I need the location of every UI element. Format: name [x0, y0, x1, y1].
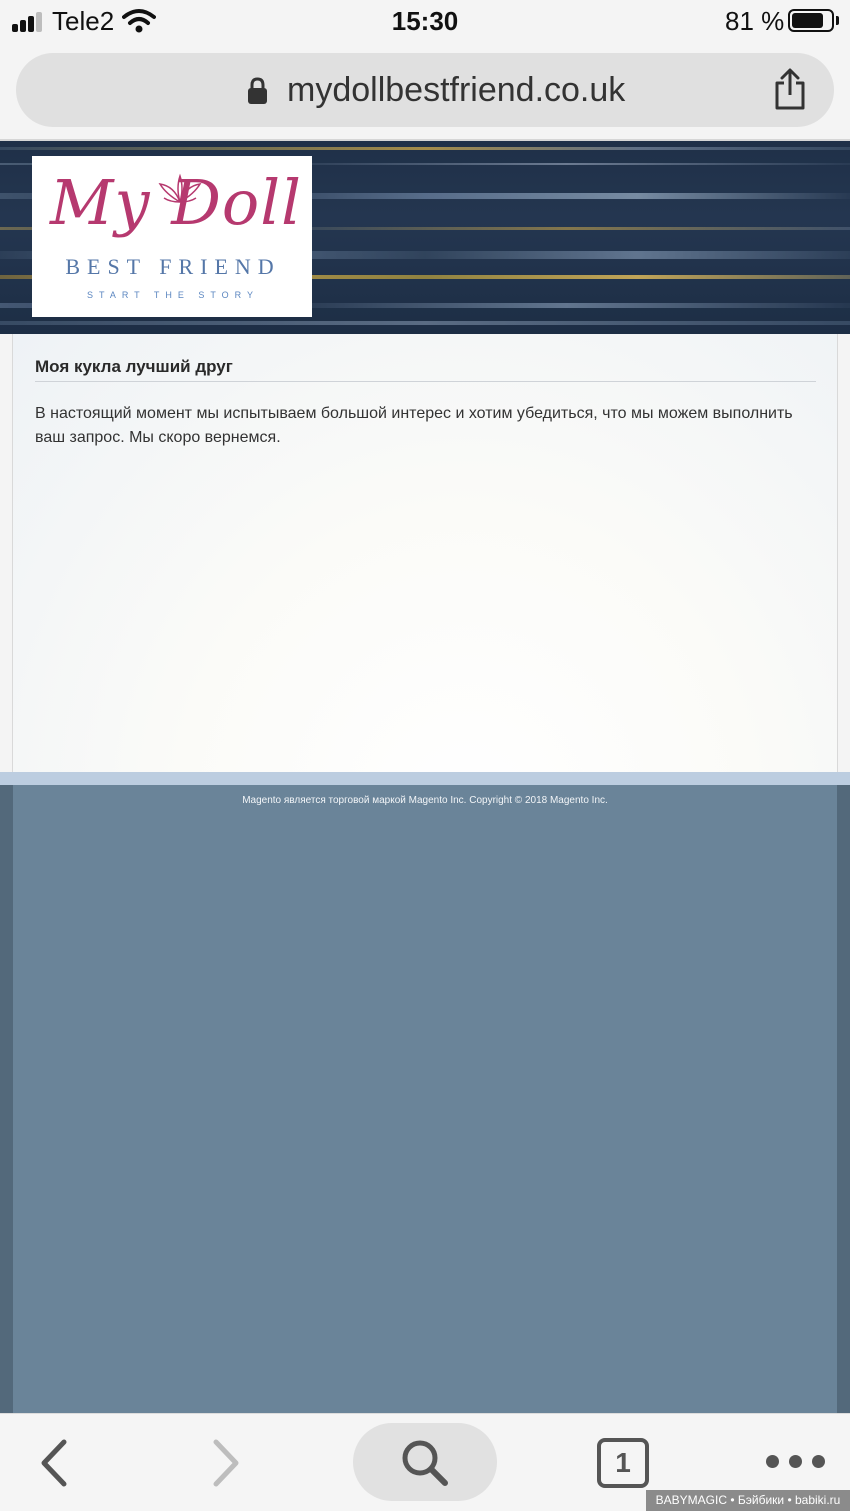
battery-nub [836, 16, 839, 25]
tabs-icon[interactable]: 1 [597, 1438, 649, 1488]
logo-tagline: START THE STORY [86, 290, 260, 300]
search-button[interactable] [353, 1423, 497, 1501]
page-title: Моя кукла лучший друг [35, 356, 816, 382]
logo-script-text: My Doll [50, 166, 302, 239]
search-icon [399, 1437, 451, 1489]
more-icon[interactable] [766, 1454, 826, 1470]
share-icon[interactable] [772, 67, 808, 111]
footer [0, 785, 850, 1413]
forward-icon[interactable] [208, 1438, 244, 1488]
footer-right-border [837, 785, 850, 1413]
status-bar [0, 0, 850, 44]
main-content [12, 334, 838, 772]
battery-percent: 81 % [725, 6, 785, 36]
logo-subtitle: BEST FRIEND [65, 254, 281, 279]
address-bar[interactable] [16, 53, 834, 127]
watermark: BABYMAGIC • Бэйбики • babiki.ru [646, 1490, 850, 1511]
clock: 15:30 [391, 6, 459, 36]
footer-divider [0, 772, 850, 785]
maintenance-message: В настоящий момент мы испытываем большой интерес и хотим убедиться, что мы можем выполнить ваш запрос. Мы скоро вернемся. [35, 405, 793, 446]
back-icon[interactable] [36, 1438, 72, 1488]
footer-left-border [0, 785, 13, 1413]
url-text[interactable]: mydollbestfriend.co.uk [287, 71, 626, 109]
carrier-name: Tele2 [52, 6, 115, 36]
lock-icon [247, 77, 268, 105]
battery-icon [788, 9, 834, 32]
copyright-text: Magento является торговой маркой Magento Inc. Copyright © 2018 Magento Inc. [242, 795, 608, 806]
